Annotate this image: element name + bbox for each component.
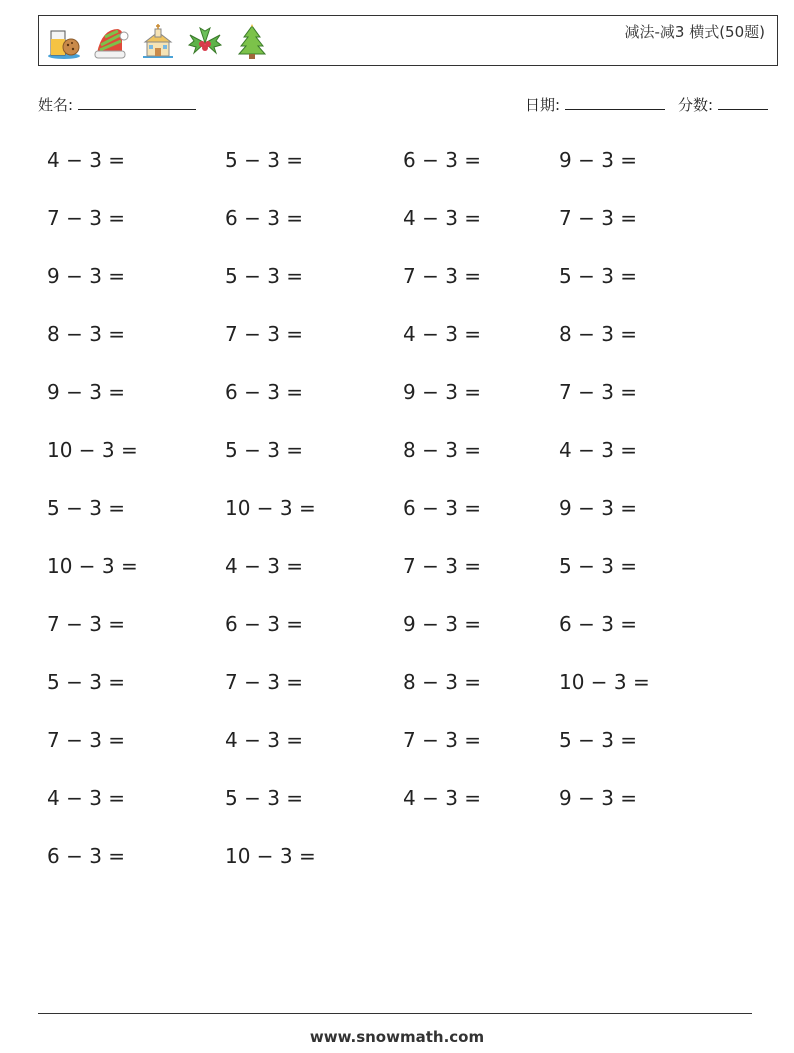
problem-item: 7 − 3 = xyxy=(559,380,638,404)
problem-item: 4 − 3 = xyxy=(403,322,482,346)
problem-item: 8 − 3 = xyxy=(559,322,638,346)
problem-item: 7 − 3 = xyxy=(47,612,126,636)
problem-item: 8 − 3 = xyxy=(403,438,482,462)
problem-item: 7 − 3 = xyxy=(403,728,482,752)
problem-item: 5 − 3 = xyxy=(225,786,304,810)
problem-item: 6 − 3 = xyxy=(559,612,638,636)
worksheet-title: 减法-减3 横式(50题) xyxy=(624,23,765,41)
name-blank[interactable] xyxy=(78,95,196,110)
problem-item: 7 − 3 = xyxy=(47,206,126,230)
problem-item: 8 − 3 = xyxy=(403,670,482,694)
footer-divider xyxy=(38,1013,752,1014)
problem-item: 9 − 3 = xyxy=(559,148,638,172)
holly-icon xyxy=(186,23,224,61)
problem-item: 5 − 3 = xyxy=(559,264,638,288)
problem-item: 6 − 3 = xyxy=(225,380,304,404)
worksheet-header xyxy=(38,15,778,66)
problem-item: 6 − 3 = xyxy=(403,148,482,172)
name-label: 姓名: xyxy=(38,96,74,114)
milk-cookie-icon xyxy=(45,23,83,61)
problem-item: 6 − 3 = xyxy=(403,496,482,520)
problem-item: 10 − 3 = xyxy=(225,496,316,520)
problem-item: 7 − 3 = xyxy=(403,554,482,578)
problem-item: 7 − 3 = xyxy=(559,206,638,230)
problem-item: 6 − 3 = xyxy=(47,844,126,868)
score-label: 分数: xyxy=(678,96,714,114)
problem-item: 8 − 3 = xyxy=(47,322,126,346)
problem-item: 10 − 3 = xyxy=(47,438,138,462)
problem-item: 4 − 3 = xyxy=(403,206,482,230)
christmas-tree-icon xyxy=(233,23,271,61)
problem-item: 4 − 3 = xyxy=(225,728,304,752)
date-field[interactable] xyxy=(525,94,665,115)
problem-item: 5 − 3 = xyxy=(47,670,126,694)
problem-item: 4 − 3 = xyxy=(47,786,126,810)
problem-item: 6 − 3 = xyxy=(225,206,304,230)
score-field[interactable] xyxy=(678,94,768,115)
problem-item: 10 − 3 = xyxy=(225,844,316,868)
problem-item: 9 − 3 = xyxy=(403,612,482,636)
footer-url: www.snowmath.com xyxy=(309,1028,485,1046)
score-blank[interactable] xyxy=(718,95,768,110)
problem-item: 10 − 3 = xyxy=(559,670,650,694)
problem-item: 6 − 3 = xyxy=(225,612,304,636)
problem-item: 5 − 3 = xyxy=(47,496,126,520)
problem-item: 5 − 3 = xyxy=(225,264,304,288)
header-icons xyxy=(45,23,271,61)
problem-item: 10 − 3 = xyxy=(47,554,138,578)
santa-hat-icon xyxy=(92,23,130,61)
problem-item: 5 − 3 = xyxy=(559,728,638,752)
problem-item: 7 − 3 = xyxy=(225,322,304,346)
church-icon xyxy=(139,23,177,61)
problem-item: 9 − 3 = xyxy=(47,380,126,404)
problem-item: 7 − 3 = xyxy=(225,670,304,694)
problem-item: 7 − 3 = xyxy=(403,264,482,288)
problem-item: 9 − 3 = xyxy=(403,380,482,404)
date-blank[interactable] xyxy=(565,95,665,110)
problem-item: 9 − 3 = xyxy=(47,264,126,288)
problem-item: 4 − 3 = xyxy=(47,148,126,172)
problem-item: 7 − 3 = xyxy=(47,728,126,752)
problem-item: 4 − 3 = xyxy=(225,554,304,578)
problem-item: 5 − 3 = xyxy=(559,554,638,578)
problem-item: 9 − 3 = xyxy=(559,496,638,520)
problem-item: 5 − 3 = xyxy=(225,148,304,172)
date-label: 日期: xyxy=(525,96,561,114)
problem-item: 4 − 3 = xyxy=(559,438,638,462)
problem-item: 4 − 3 = xyxy=(403,786,482,810)
name-field[interactable] xyxy=(38,94,196,115)
problem-item: 9 − 3 = xyxy=(559,786,638,810)
problem-item: 5 − 3 = xyxy=(225,438,304,462)
